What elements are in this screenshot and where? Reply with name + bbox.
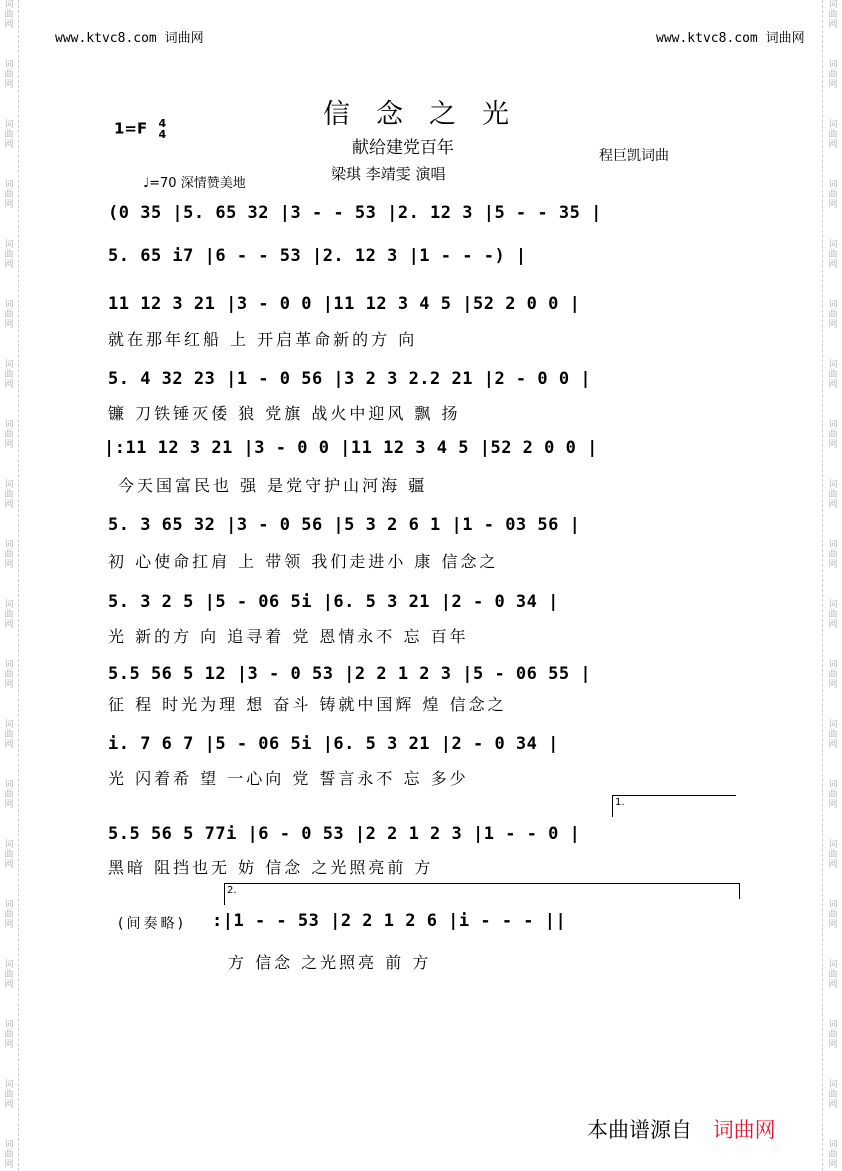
song-title: 信念之光 <box>323 99 535 130</box>
side-watermark-text: 词 曲 网 <box>4 0 14 30</box>
side-watermark-text: 词 曲 网 <box>4 120 14 150</box>
volta-1-bracket-edge <box>612 795 613 817</box>
side-watermark-text: 词 曲 网 <box>828 360 838 390</box>
side-watermark-text: 词 曲 网 <box>828 300 838 330</box>
side-watermark-text: 词 曲 网 <box>828 720 838 750</box>
side-watermark-text: 词 曲 网 <box>4 780 14 810</box>
score-row-notes: :|1 - - 53 |2 2 1 2 6 |i - - - || <box>212 911 567 931</box>
side-watermark-text: 词 曲 网 <box>4 180 14 210</box>
side-watermark-text: 词 曲 网 <box>4 540 14 570</box>
side-watermark-text: 词 曲 网 <box>828 480 838 510</box>
score-row-notes: 5. 3 65 32 |3 - 0 56 |5 3 2 6 1 |1 - 03 56 | <box>108 515 581 535</box>
header-left-url[interactable]: www.ktvc8.com <box>55 31 157 46</box>
score-row-notes: (0 35 |5. 65 32 |3 - - 53 |2. 12 3 |5 - - 35 | <box>108 203 602 223</box>
side-watermark-text: 词 曲 网 <box>4 960 14 990</box>
song-subtitle: 献给建党百年 <box>352 138 454 158</box>
side-watermark-text: 词 曲 网 <box>4 1140 14 1170</box>
side-watermark-text: 词 曲 网 <box>4 840 14 870</box>
score-row-notes: 5. 3 2 5 |5 - 06 5i |6. 5 3 21 |2 - 0 34 | <box>108 592 559 612</box>
performers: 梁琪 李靖雯 演唱 <box>331 165 446 183</box>
header-left-link[interactable] <box>55 27 204 46</box>
side-watermark-text: 词 曲 网 <box>4 420 14 450</box>
side-watermark-text: 词 曲 网 <box>828 780 838 810</box>
time-bottom: 4 <box>158 128 167 141</box>
side-watermark-text: 词 曲 网 <box>828 600 838 630</box>
score-row-lyrics: 初 心使命扛肩 上 带领 我们走进小 康 信念之 <box>108 552 499 571</box>
side-watermark-text: 词 曲 网 <box>828 180 838 210</box>
side-watermark-text: 词 曲 网 <box>828 1080 838 1110</box>
score-row-notes: 5. 65 i7 |6 - - 53 |2. 12 3 |1 - - -) | <box>108 246 527 266</box>
header-right-url[interactable]: www.ktvc8.com <box>656 31 758 46</box>
header-left-site[interactable]: 词曲网 <box>164 31 204 46</box>
side-watermark-text: 词 曲 网 <box>4 300 14 330</box>
volta-2-bracket-edge-right <box>739 883 740 899</box>
source-footer <box>587 1114 776 1144</box>
score-row-notes: 5.5 56 5 12 |3 - 0 53 |2 2 1 2 3 |5 - 06 55 | <box>108 664 592 684</box>
side-watermark-text: 词 曲 网 <box>4 240 14 270</box>
side-watermark-text: 词 曲 网 <box>828 960 838 990</box>
key-signature <box>114 118 166 140</box>
score-row-lyrics: 镰 刀铁锤灭倭 狼 党旗 战火中迎风 飘 扬 <box>108 404 461 423</box>
source-label: 本曲谱源自 <box>587 1118 692 1142</box>
right-dashed-border <box>822 0 823 1171</box>
side-watermark-text: 词 曲 网 <box>4 480 14 510</box>
side-watermark-text: 词 曲 网 <box>828 840 838 870</box>
side-watermark-text: 词 曲 网 <box>828 1020 838 1050</box>
score-row-lyrics: 征 程 时光为理 想 奋斗 铸就中国辉 煌 信念之 <box>108 695 507 714</box>
side-watermark-text: 词 曲 网 <box>4 900 14 930</box>
score-row-notes: i. 7 6 7 |5 - 06 5i |6. 5 3 21 |2 - 0 34 | <box>108 734 559 754</box>
header-right-site[interactable]: 词曲网 <box>765 31 805 46</box>
left-dashed-border <box>18 0 19 1171</box>
score-row-lyrics: 光 新的方 向 追寻着 党 恩情永不 忘 百年 <box>108 627 469 646</box>
score-row-notes: 5.5 56 5 77i |6 - 0 53 |2 2 1 2 3 |1 - - 0 | <box>108 824 581 844</box>
score-row-lyrics: 就在那年红船 上 开启革命新的方 向 <box>108 330 418 349</box>
composer: 程巨凯词曲 <box>599 148 669 164</box>
volta-2-label: 2. <box>227 885 237 896</box>
side-watermark-text: 词 曲 网 <box>828 420 838 450</box>
volta-2-bracket <box>224 883 739 884</box>
score-row-lyrics: 今天国富民也 强 是党守护山河海 疆 <box>118 476 428 495</box>
key-label: 1=F <box>114 119 148 138</box>
score-row-notes: |:11 12 3 21 |3 - 0 0 |11 12 3 4 5 |52 2 0 0 | <box>104 438 598 458</box>
left-watermark-strip <box>2 0 16 1171</box>
side-watermark-text: 词 曲 网 <box>828 660 838 690</box>
score-row-lyrics: 光 闪着希 望 一心向 党 誓言永不 忘 多少 <box>108 769 469 788</box>
side-watermark-text: 词 曲 网 <box>828 900 838 930</box>
time-signature <box>159 118 167 140</box>
side-watermark-text: 词 曲 网 <box>4 360 14 390</box>
side-watermark-text: 词 曲 网 <box>828 60 838 90</box>
side-watermark-text: 词 曲 网 <box>4 600 14 630</box>
header-right-link[interactable] <box>656 27 805 46</box>
side-watermark-text: 词 曲 网 <box>828 240 838 270</box>
right-watermark-strip <box>826 0 840 1171</box>
score-row-lyrics: 黑暗 阻挡也无 妨 信念 之光照亮前 方 <box>108 858 434 877</box>
volta-1-bracket <box>612 795 736 796</box>
volta-1-label: 1. <box>615 797 625 808</box>
side-watermark-text: 词 曲 网 <box>828 540 838 570</box>
interlude-note: (间奏略) <box>118 916 186 932</box>
source-site-link[interactable]: 词曲网 <box>712 1118 776 1142</box>
side-watermark-text: 词 曲 网 <box>828 120 838 150</box>
side-watermark-text: 词 曲 网 <box>4 60 14 90</box>
side-watermark-text: 词 曲 网 <box>4 720 14 750</box>
score-row-lyrics: 方 信念 之光照亮 前 方 <box>228 953 432 972</box>
volta-2-bracket-edge-left <box>224 883 225 905</box>
score-row-notes: 5. 4 32 23 |1 - 0 56 |3 2 3 2.2 21 |2 - 0 0 | <box>108 369 592 389</box>
tempo-marking: ♩=70 深情赞美地 <box>143 176 246 191</box>
side-watermark-text: 词 曲 网 <box>4 660 14 690</box>
score-row-notes: 11 12 3 21 |3 - 0 0 |11 12 3 4 5 |52 2 0 0 | <box>108 294 581 314</box>
side-watermark-text: 词 曲 网 <box>828 0 838 30</box>
side-watermark-text: 词 曲 网 <box>4 1020 14 1050</box>
time-top: 4 <box>158 117 167 130</box>
side-watermark-text: 词 曲 网 <box>4 1080 14 1110</box>
side-watermark-text: 词 曲 网 <box>828 1140 838 1170</box>
